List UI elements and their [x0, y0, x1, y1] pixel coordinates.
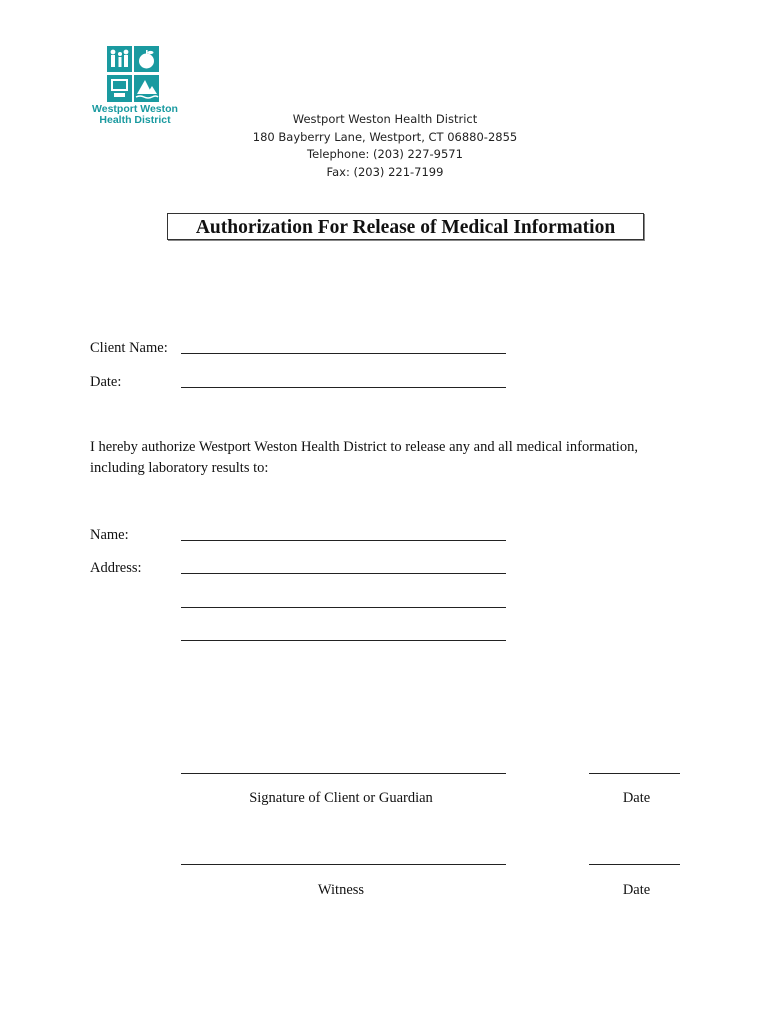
client-signature-date-field[interactable]: [589, 773, 680, 774]
witness-date-field[interactable]: [589, 864, 680, 865]
recipient-address-line-1[interactable]: [181, 573, 506, 574]
org-name: Westport Weston Health District: [292, 112, 478, 126]
org-fax: Fax: (203) 221-7199: [326, 164, 444, 179]
health-district-logo: [90, 46, 180, 130]
org-address: 180 Bayberry Lane, Westport, CT 06880-2855: [252, 129, 518, 144]
recipient-name-field[interactable]: [181, 540, 506, 541]
logo-line-2: Health District: [99, 114, 171, 126]
client-name-field[interactable]: [181, 353, 506, 354]
recipient-address-line-2[interactable]: [181, 607, 506, 608]
client-signature-label: Signature of Client or Guardian: [249, 790, 433, 806]
recipient-name-label: Name:: [90, 527, 129, 543]
health-district-logo-icon: [107, 46, 159, 102]
logo-line-1: Westport Weston: [92, 103, 178, 115]
date-label: Date:: [90, 374, 122, 390]
client-date-label: Date: [622, 790, 651, 806]
authorization-line-1: I hereby authorize Westport Weston Health District to release any and all medical information,: [90, 439, 638, 455]
recipient-address-label: Address:: [90, 560, 142, 576]
witness-label: Witness: [317, 882, 365, 898]
letterhead: [185, 111, 585, 181]
authorization-statement: [90, 437, 690, 479]
witness-date-label: Date: [622, 882, 651, 898]
client-name-label: Client Name:: [90, 340, 168, 356]
witness-signature-field[interactable]: [181, 864, 506, 865]
org-telephone: Telephone: (203) 227-9571: [307, 147, 463, 161]
logo-wordmark: [90, 104, 180, 126]
authorization-line-2: including laboratory results to:: [90, 460, 269, 476]
date-field[interactable]: [181, 387, 506, 388]
client-signature-field[interactable]: [181, 773, 506, 774]
recipient-address-line-3[interactable]: [181, 640, 506, 641]
page-title: Authorization For Release of Medical Information: [167, 213, 644, 240]
